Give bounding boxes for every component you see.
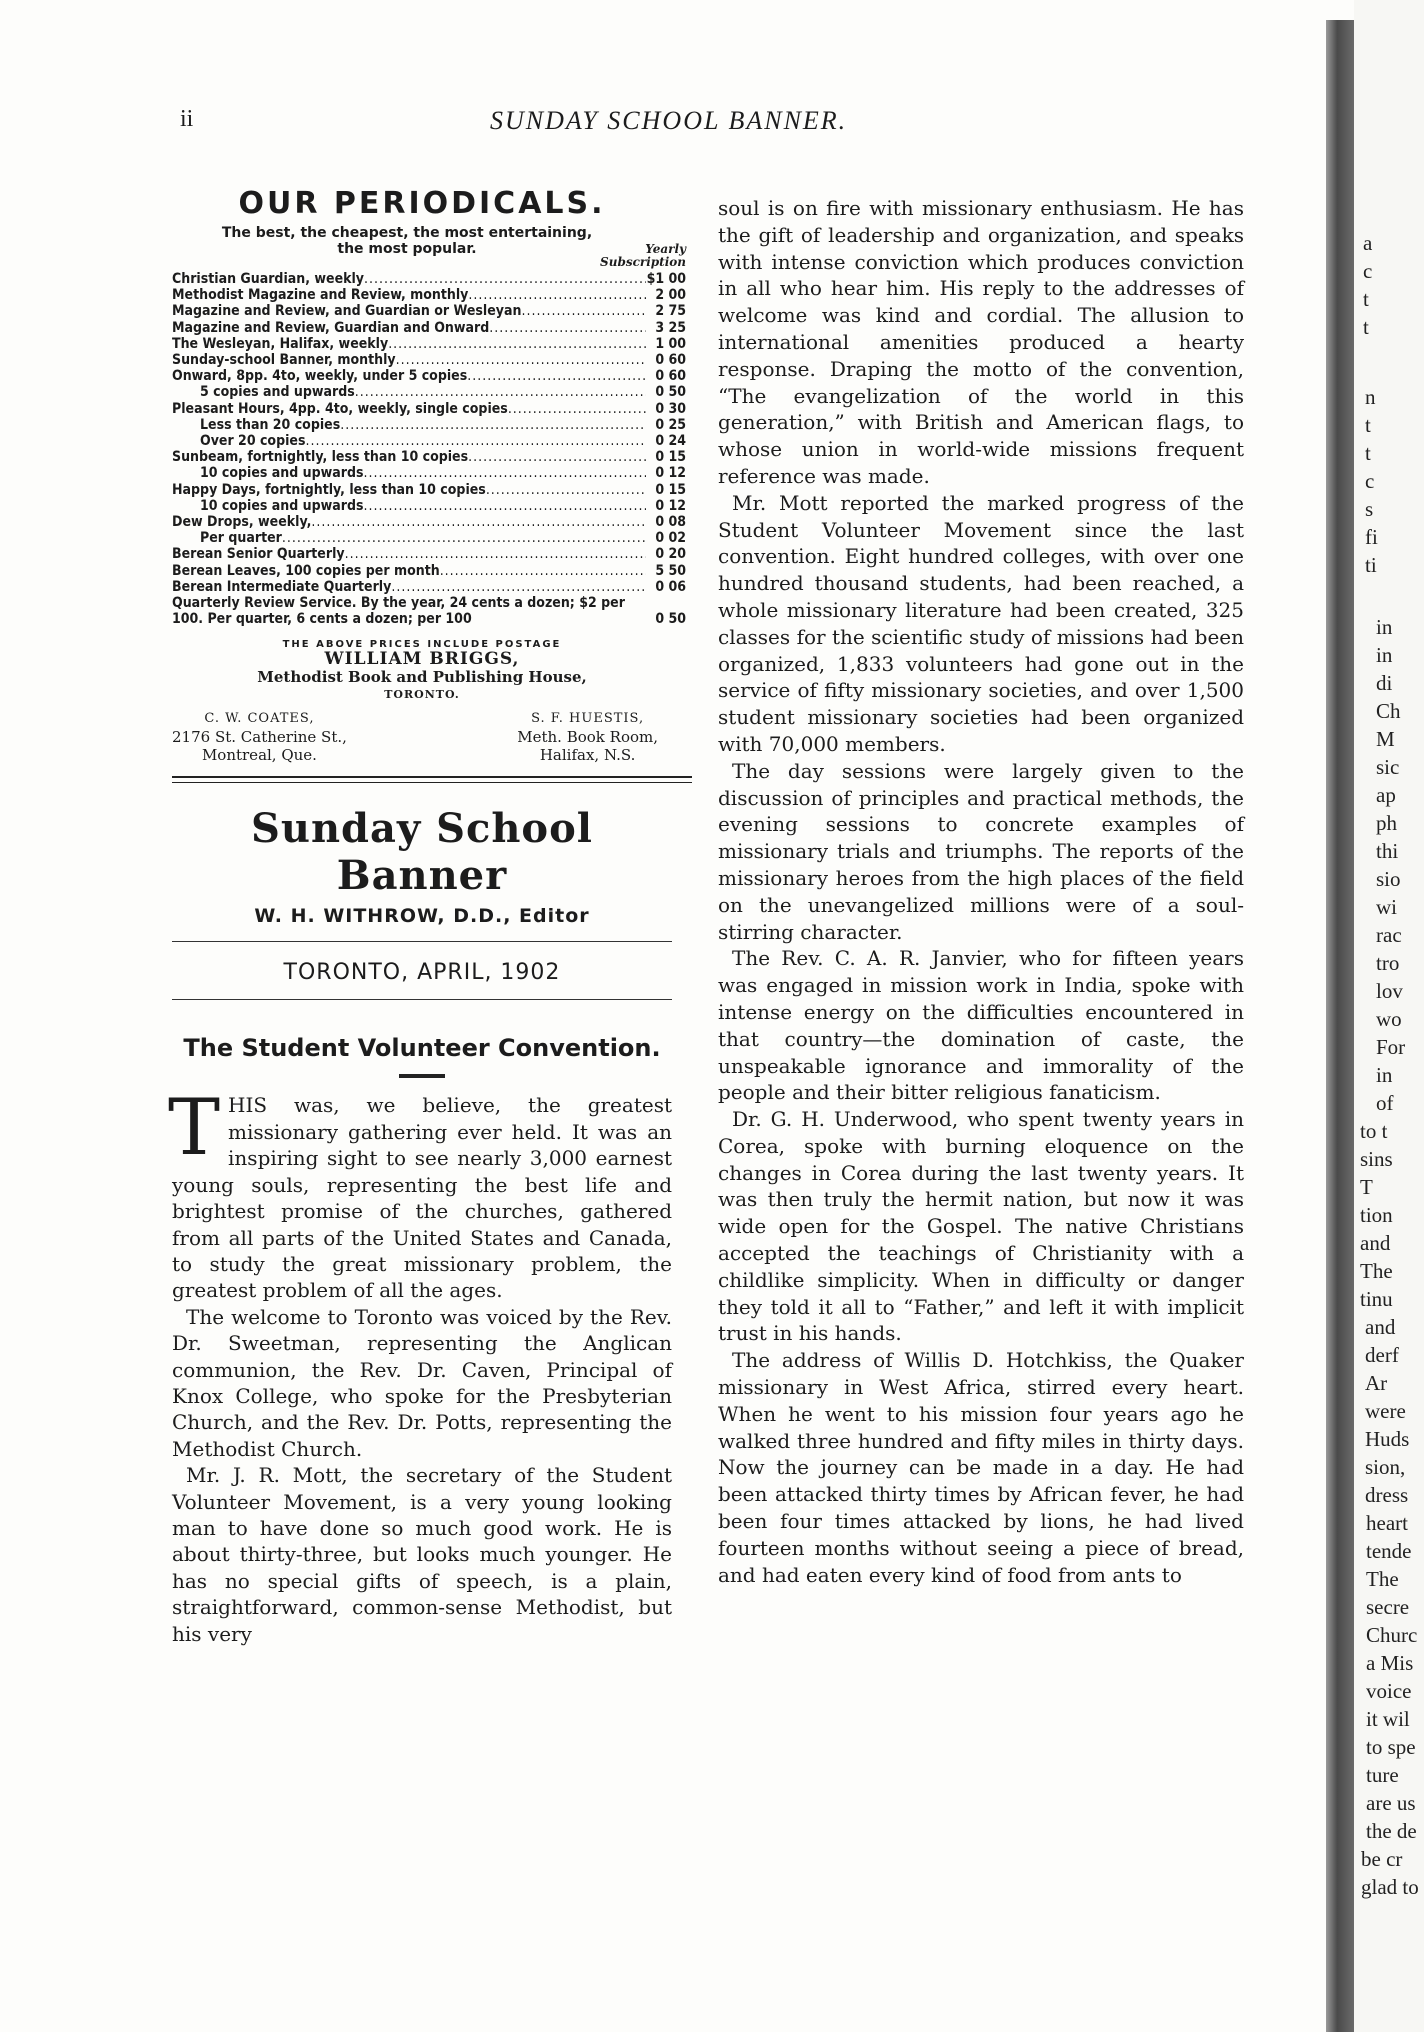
leader-dots bbox=[364, 498, 647, 514]
next-page-fragment: in bbox=[1376, 1063, 1393, 1087]
price-label: Per quarter bbox=[200, 530, 282, 547]
next-page-fragment: and bbox=[1365, 1315, 1396, 1339]
leader-dots bbox=[364, 271, 646, 287]
price-value: 0 60 bbox=[655, 368, 686, 385]
price-row bbox=[172, 514, 686, 530]
next-page-fragment: Ar bbox=[1365, 1371, 1388, 1395]
publisher-block bbox=[172, 650, 672, 704]
price-row bbox=[172, 482, 686, 498]
next-page-fragment: glad to bbox=[1361, 1875, 1419, 1899]
next-page-fragment: dress bbox=[1365, 1483, 1409, 1507]
masthead-title: Sunday School Banner bbox=[251, 805, 593, 900]
price-label: Berean Intermediate Quarterly bbox=[172, 578, 392, 595]
next-page-fragment: The bbox=[1360, 1259, 1393, 1283]
leader-dots bbox=[340, 417, 646, 433]
periodicals-subtitle-line1: The best, the cheapest, the most entertaining, bbox=[221, 225, 593, 241]
leader-dots bbox=[282, 530, 646, 546]
price-row bbox=[172, 352, 686, 368]
price-row bbox=[172, 498, 686, 514]
branch-right-city: Halifax, N.S. bbox=[539, 746, 636, 765]
postage-note: THE ABOVE PRICES INCLUDE POSTAGE bbox=[282, 639, 562, 651]
next-page-fragment: heart bbox=[1366, 1511, 1408, 1535]
price-row bbox=[172, 303, 686, 319]
next-page-fragment: c bbox=[1363, 259, 1373, 283]
price-value: 0 50 bbox=[655, 611, 686, 628]
next-page-fragment: derf bbox=[1365, 1343, 1399, 1367]
leader-dots bbox=[388, 336, 646, 352]
article-paragraph: The Rev. C. A. R. Janvier, who for fifteen years was engaged in mission work in India, spoke with intense energy on the difficulties encountered in that country—the domination of caste, the unspeakable ignorance and immorality of the people and their bitter religious fanaticism. bbox=[718, 946, 1244, 1105]
periodicals-subtitle-line2: the most popular. bbox=[337, 241, 477, 257]
next-page-fragment: rac bbox=[1376, 923, 1402, 947]
next-page-fragment: s bbox=[1365, 497, 1374, 521]
next-page-fragment: tion bbox=[1360, 1203, 1393, 1227]
next-page-fragment: di bbox=[1376, 671, 1393, 695]
title-underline bbox=[399, 1074, 445, 1078]
leader-dots bbox=[355, 384, 646, 400]
masthead-rule bbox=[172, 941, 672, 942]
next-page-fragment: ap bbox=[1376, 783, 1396, 807]
next-page-fragment: were bbox=[1365, 1399, 1406, 1423]
article-body-right bbox=[718, 195, 1244, 1588]
article-paragraph: Mr. Mott reported the marked progress of the Student Volunteer Movement since the last convention. Eight hundred colleges, with over one hundred thousand students, had been reached, a whole missionary literature had been created, 325 classes for the scientific study of missions had been organized, 1,833 volunteers had gone out in the service of fifty missionary societies, and over 1,500 student missionary societies had been organized with 70,000 members. bbox=[718, 490, 1244, 756]
price-label: Less than 20 copies bbox=[200, 416, 341, 433]
next-page-fragment: it wil bbox=[1366, 1707, 1410, 1731]
price-label: Christian Guardian, weekly bbox=[172, 271, 365, 287]
next-page-fragment: in bbox=[1376, 643, 1393, 667]
branch-left-city: Montreal, Que. bbox=[201, 746, 317, 765]
article-paragraph: The address of Willis D. Hotchkiss, the Quaker missionary in West Africa, stirred every heart. When he went to his mission four years ago he walked three hundred and fifty miles in thirty days. Now the journey can be made in a day. He had been attacked thirty times by African fever, he had been four times attacked by lions, he had lived fourteen months without seeing a piece of bread, and had eaten every kind of food from ants to bbox=[718, 1348, 1244, 1587]
next-page-fragment: ti bbox=[1365, 553, 1377, 577]
left-column bbox=[168, 186, 686, 1647]
article-paragraph bbox=[168, 1083, 672, 1303]
publisher-house: Methodist Book and Publishing House, bbox=[257, 668, 587, 687]
next-page-fragment: t bbox=[1365, 441, 1371, 465]
leader-dots bbox=[467, 368, 646, 384]
next-page-fragment: n bbox=[1365, 385, 1376, 409]
article-paragraph: Dr. G. H. Underwood, who spent twenty years in Corea, spoke with burning eloquence on the changes in Corea during the last twenty years. It was then truly the hermit nation, but now it was wide open for the Gospel. The native Christians accepted the teachings of Christianity with a childlike simplicity. When in difficulty or danger they told it all to “Father,” and left it with implicit trust in his hands. bbox=[718, 1107, 1244, 1346]
next-page-fragment: the de bbox=[1366, 1819, 1417, 1843]
next-page-edge bbox=[1354, 0, 1424, 2032]
leader-dots bbox=[508, 401, 646, 417]
price-label: 10 copies and upwards bbox=[200, 465, 364, 482]
periodicals-box bbox=[172, 186, 686, 765]
price-value: 2 75 bbox=[655, 303, 686, 320]
next-page-fragment: thi bbox=[1376, 839, 1399, 863]
price-value: $1 00 bbox=[646, 271, 686, 287]
price-label: Pleasant Hours, 4pp. 4to, weekly, single copies bbox=[172, 400, 508, 417]
price-list bbox=[172, 271, 686, 627]
branch-offices bbox=[172, 710, 672, 764]
price-value: 0 12 bbox=[655, 465, 686, 482]
price-value: 0 30 bbox=[655, 400, 686, 417]
leader-dots bbox=[440, 563, 646, 579]
branch-right-name: S. F. HUESTIS, bbox=[531, 711, 645, 727]
leader-dots bbox=[311, 514, 646, 530]
price-label: Quarterly Review Service. By the year, 24 cents a dozen; $2 per 100. Per quarter, 6 cents a dozen; per 100 bbox=[172, 595, 625, 628]
next-page-fragment: wo bbox=[1376, 1007, 1402, 1031]
branch-left-name: C. W. COATES, bbox=[204, 711, 315, 727]
price-label: The Wesleyan, Halifax, weekly bbox=[172, 335, 389, 352]
yearly-heading-line2: Subscription bbox=[600, 255, 686, 269]
price-row bbox=[172, 546, 686, 562]
article-body-left bbox=[168, 1083, 672, 1647]
next-page-fragment: in bbox=[1376, 615, 1393, 639]
price-value: 2 00 bbox=[655, 287, 686, 304]
price-row bbox=[172, 579, 686, 595]
leader-dots bbox=[468, 449, 646, 465]
price-label: Sunday-school Banner, monthly bbox=[172, 352, 396, 369]
price-label: Happy Days, fortnightly, less than 10 copies bbox=[172, 481, 486, 498]
leader-dots bbox=[486, 482, 646, 498]
price-row bbox=[172, 449, 686, 465]
price-label: Methodist Magazine and Review, monthly bbox=[172, 287, 469, 304]
next-page-fragment: Huds bbox=[1365, 1427, 1410, 1451]
price-row bbox=[172, 287, 686, 303]
price-label: Sunbeam, fortnightly, less than 10 copies bbox=[172, 449, 469, 466]
next-page-fragment: M bbox=[1376, 727, 1395, 751]
next-page-fragment: Ch bbox=[1376, 699, 1401, 723]
next-page-fragment: wi bbox=[1376, 895, 1397, 919]
price-label: Magazine and Review, and Guardian or Wesleyan bbox=[172, 303, 522, 320]
leader-dots bbox=[468, 287, 646, 303]
price-row bbox=[172, 433, 686, 449]
price-value: 0 50 bbox=[655, 384, 686, 401]
price-label: Over 20 copies bbox=[200, 433, 306, 450]
running-title: SUNDAY SCHOOL BANNER. bbox=[490, 106, 848, 135]
next-page-fragment: tinu bbox=[1360, 1287, 1393, 1311]
price-value: 0 60 bbox=[655, 352, 686, 369]
dateline-rule bbox=[172, 999, 672, 1000]
article-paragraph: The welcome to Toronto was voiced by the Rev. Dr. Sweetman, representing the Anglican communion, the Rev. Dr. Caven, Principal of Knox College, who spoke for the Presbyterian Church, and the Rev. Dr. Potts, representing the Methodist Church. bbox=[172, 1304, 672, 1461]
leader-dots bbox=[391, 579, 646, 595]
price-value: 3 25 bbox=[655, 319, 686, 336]
price-label: Magazine and Review, Guardian and Onward bbox=[172, 319, 490, 336]
price-value: 0 15 bbox=[655, 449, 686, 466]
next-page-fragment: are us bbox=[1366, 1791, 1416, 1815]
price-row bbox=[172, 271, 686, 287]
price-value: 0 06 bbox=[655, 578, 686, 595]
publisher-city: TORONTO. bbox=[384, 688, 460, 702]
price-row bbox=[172, 563, 686, 579]
price-row bbox=[172, 320, 686, 336]
section-divider bbox=[172, 776, 692, 783]
next-page-fragment: The bbox=[1366, 1567, 1399, 1591]
next-page-fragment: to t bbox=[1360, 1119, 1388, 1143]
page-gutter-shadow bbox=[1326, 20, 1354, 2032]
next-page-fragment: of bbox=[1376, 1091, 1394, 1115]
price-label: 10 copies and upwards bbox=[200, 497, 364, 514]
next-page-fragment: fi bbox=[1365, 525, 1378, 549]
price-value: 1 00 bbox=[655, 335, 686, 352]
next-page-fragment: secre bbox=[1366, 1595, 1410, 1619]
price-value: 0 20 bbox=[655, 546, 686, 563]
next-page-fragment: t bbox=[1363, 315, 1369, 339]
next-page-fragment: and bbox=[1360, 1231, 1391, 1255]
next-page-fragment: to spe bbox=[1366, 1735, 1416, 1759]
page-number: ii bbox=[180, 106, 194, 132]
next-page-fragment: t bbox=[1365, 413, 1371, 437]
next-page-fragment: a Mis bbox=[1366, 1651, 1414, 1675]
next-page-fragment: ture bbox=[1366, 1763, 1399, 1787]
price-label: Onward, 8pp. 4to, weekly, under 5 copies bbox=[172, 368, 468, 385]
next-page-fragment: voice bbox=[1366, 1679, 1412, 1703]
branch-halifax bbox=[517, 710, 658, 764]
drop-cap: T bbox=[168, 1083, 221, 1174]
price-row bbox=[172, 530, 686, 546]
next-page-fragment: T bbox=[1360, 1175, 1373, 1199]
next-page-fragment: sins bbox=[1360, 1147, 1393, 1171]
price-label: Berean Senior Quarterly bbox=[172, 546, 345, 563]
article-title: The Student Volunteer Convention. bbox=[183, 1034, 661, 1063]
price-label: 5 copies and upwards bbox=[200, 384, 355, 401]
masthead-editor: W. H. WITHROW, D.D., Editor bbox=[254, 905, 590, 928]
branch-right-address: Meth. Book Room, bbox=[517, 728, 658, 747]
article-paragraph: Mr. J. R. Mott, the secretary of the Student Volunteer Movement, is a very young looking man to have done so much good work. He is about thirty-three, but looks much younger. He has no special gifts of speech, is a plain, straightforward, common-sense Methodist, but his very bbox=[172, 1463, 672, 1646]
article-paragraph-text: HIS was, we believe, the greatest missionary gathering ever held. It was an inspiring sight to see nearly 3,000 earnest young souls, representing the best life and brightest promise of the churches, gathered from all parts of the United States and Canada, to study the great missionary problem, the greatest problem of all the ages. bbox=[172, 1093, 672, 1303]
price-value: 0 25 bbox=[655, 416, 686, 433]
article-paragraph: The day sessions were largely given to the discussion of principles and practical methods, the evening sessions to concrete examples of missionary trials and triumphs. The reports of the missionary heroes from the high places of the field on the unevangelized millions were of a soul-stirring character. bbox=[718, 758, 1244, 944]
leader-dots bbox=[364, 465, 647, 481]
next-page-fragment: a bbox=[1363, 231, 1373, 255]
price-value: 0 24 bbox=[655, 433, 686, 450]
next-page-fragment: ph bbox=[1376, 811, 1397, 835]
branch-montreal bbox=[172, 710, 347, 764]
price-label: Dew Drops, weekly, bbox=[172, 514, 312, 531]
periodicals-title: OUR PERIODICALS. bbox=[238, 186, 606, 221]
price-row bbox=[172, 417, 686, 433]
running-header bbox=[180, 106, 940, 146]
price-row bbox=[172, 336, 686, 352]
next-page-fragment: be cr bbox=[1361, 1847, 1403, 1871]
next-page-fragment: sic bbox=[1376, 755, 1400, 779]
next-page-fragment: c bbox=[1365, 469, 1375, 493]
leader-dots bbox=[305, 433, 646, 449]
leader-dots bbox=[396, 352, 646, 368]
leader-dots bbox=[345, 546, 646, 562]
price-row bbox=[172, 368, 686, 384]
price-row bbox=[172, 401, 686, 417]
price-row bbox=[172, 384, 686, 400]
article-paragraph: soul is on fire with missionary enthusiasm. He has the gift of leadership and organization, and speaks with intense conviction which produces conviction in all who hear him. His reply to the addresses of welcome was kind and cordial. The allusion to international amenities produced a hearty response. Draping the motto of the convention, “The evangelization of the world in this generation,” with British and American flags, to whose union in world-wide missions frequent reference was made. bbox=[718, 196, 1244, 488]
leader-dots bbox=[521, 303, 646, 319]
next-page-fragment: sio bbox=[1376, 867, 1401, 891]
next-page-fragment: lov bbox=[1376, 979, 1403, 1003]
yearly-heading-line1: Yearly bbox=[645, 242, 686, 256]
next-page-fragment: sion, bbox=[1365, 1455, 1406, 1479]
price-row bbox=[172, 465, 686, 481]
price-value: 0 02 bbox=[655, 530, 686, 547]
price-value: 0 15 bbox=[655, 481, 686, 498]
price-value: 0 08 bbox=[655, 514, 686, 531]
next-page-fragment: tro bbox=[1376, 951, 1400, 975]
dateline: TORONTO, APRIL, 1902 bbox=[283, 960, 561, 986]
next-page-fragment: tende bbox=[1366, 1539, 1412, 1563]
branch-left-address: 2176 St. Catherine St., bbox=[172, 728, 347, 747]
price-value: 5 50 bbox=[655, 562, 686, 579]
price-value: 0 12 bbox=[655, 497, 686, 514]
next-page-fragment: For bbox=[1376, 1035, 1406, 1059]
leader-dots bbox=[489, 320, 646, 336]
price-row bbox=[172, 595, 686, 627]
next-page-fragment: Churc bbox=[1366, 1623, 1418, 1647]
price-label: Berean Leaves, 100 copies per month bbox=[172, 562, 440, 579]
next-page-fragment: t bbox=[1363, 287, 1369, 311]
publisher-name: WILLIAM BRIGGS, bbox=[324, 649, 520, 670]
